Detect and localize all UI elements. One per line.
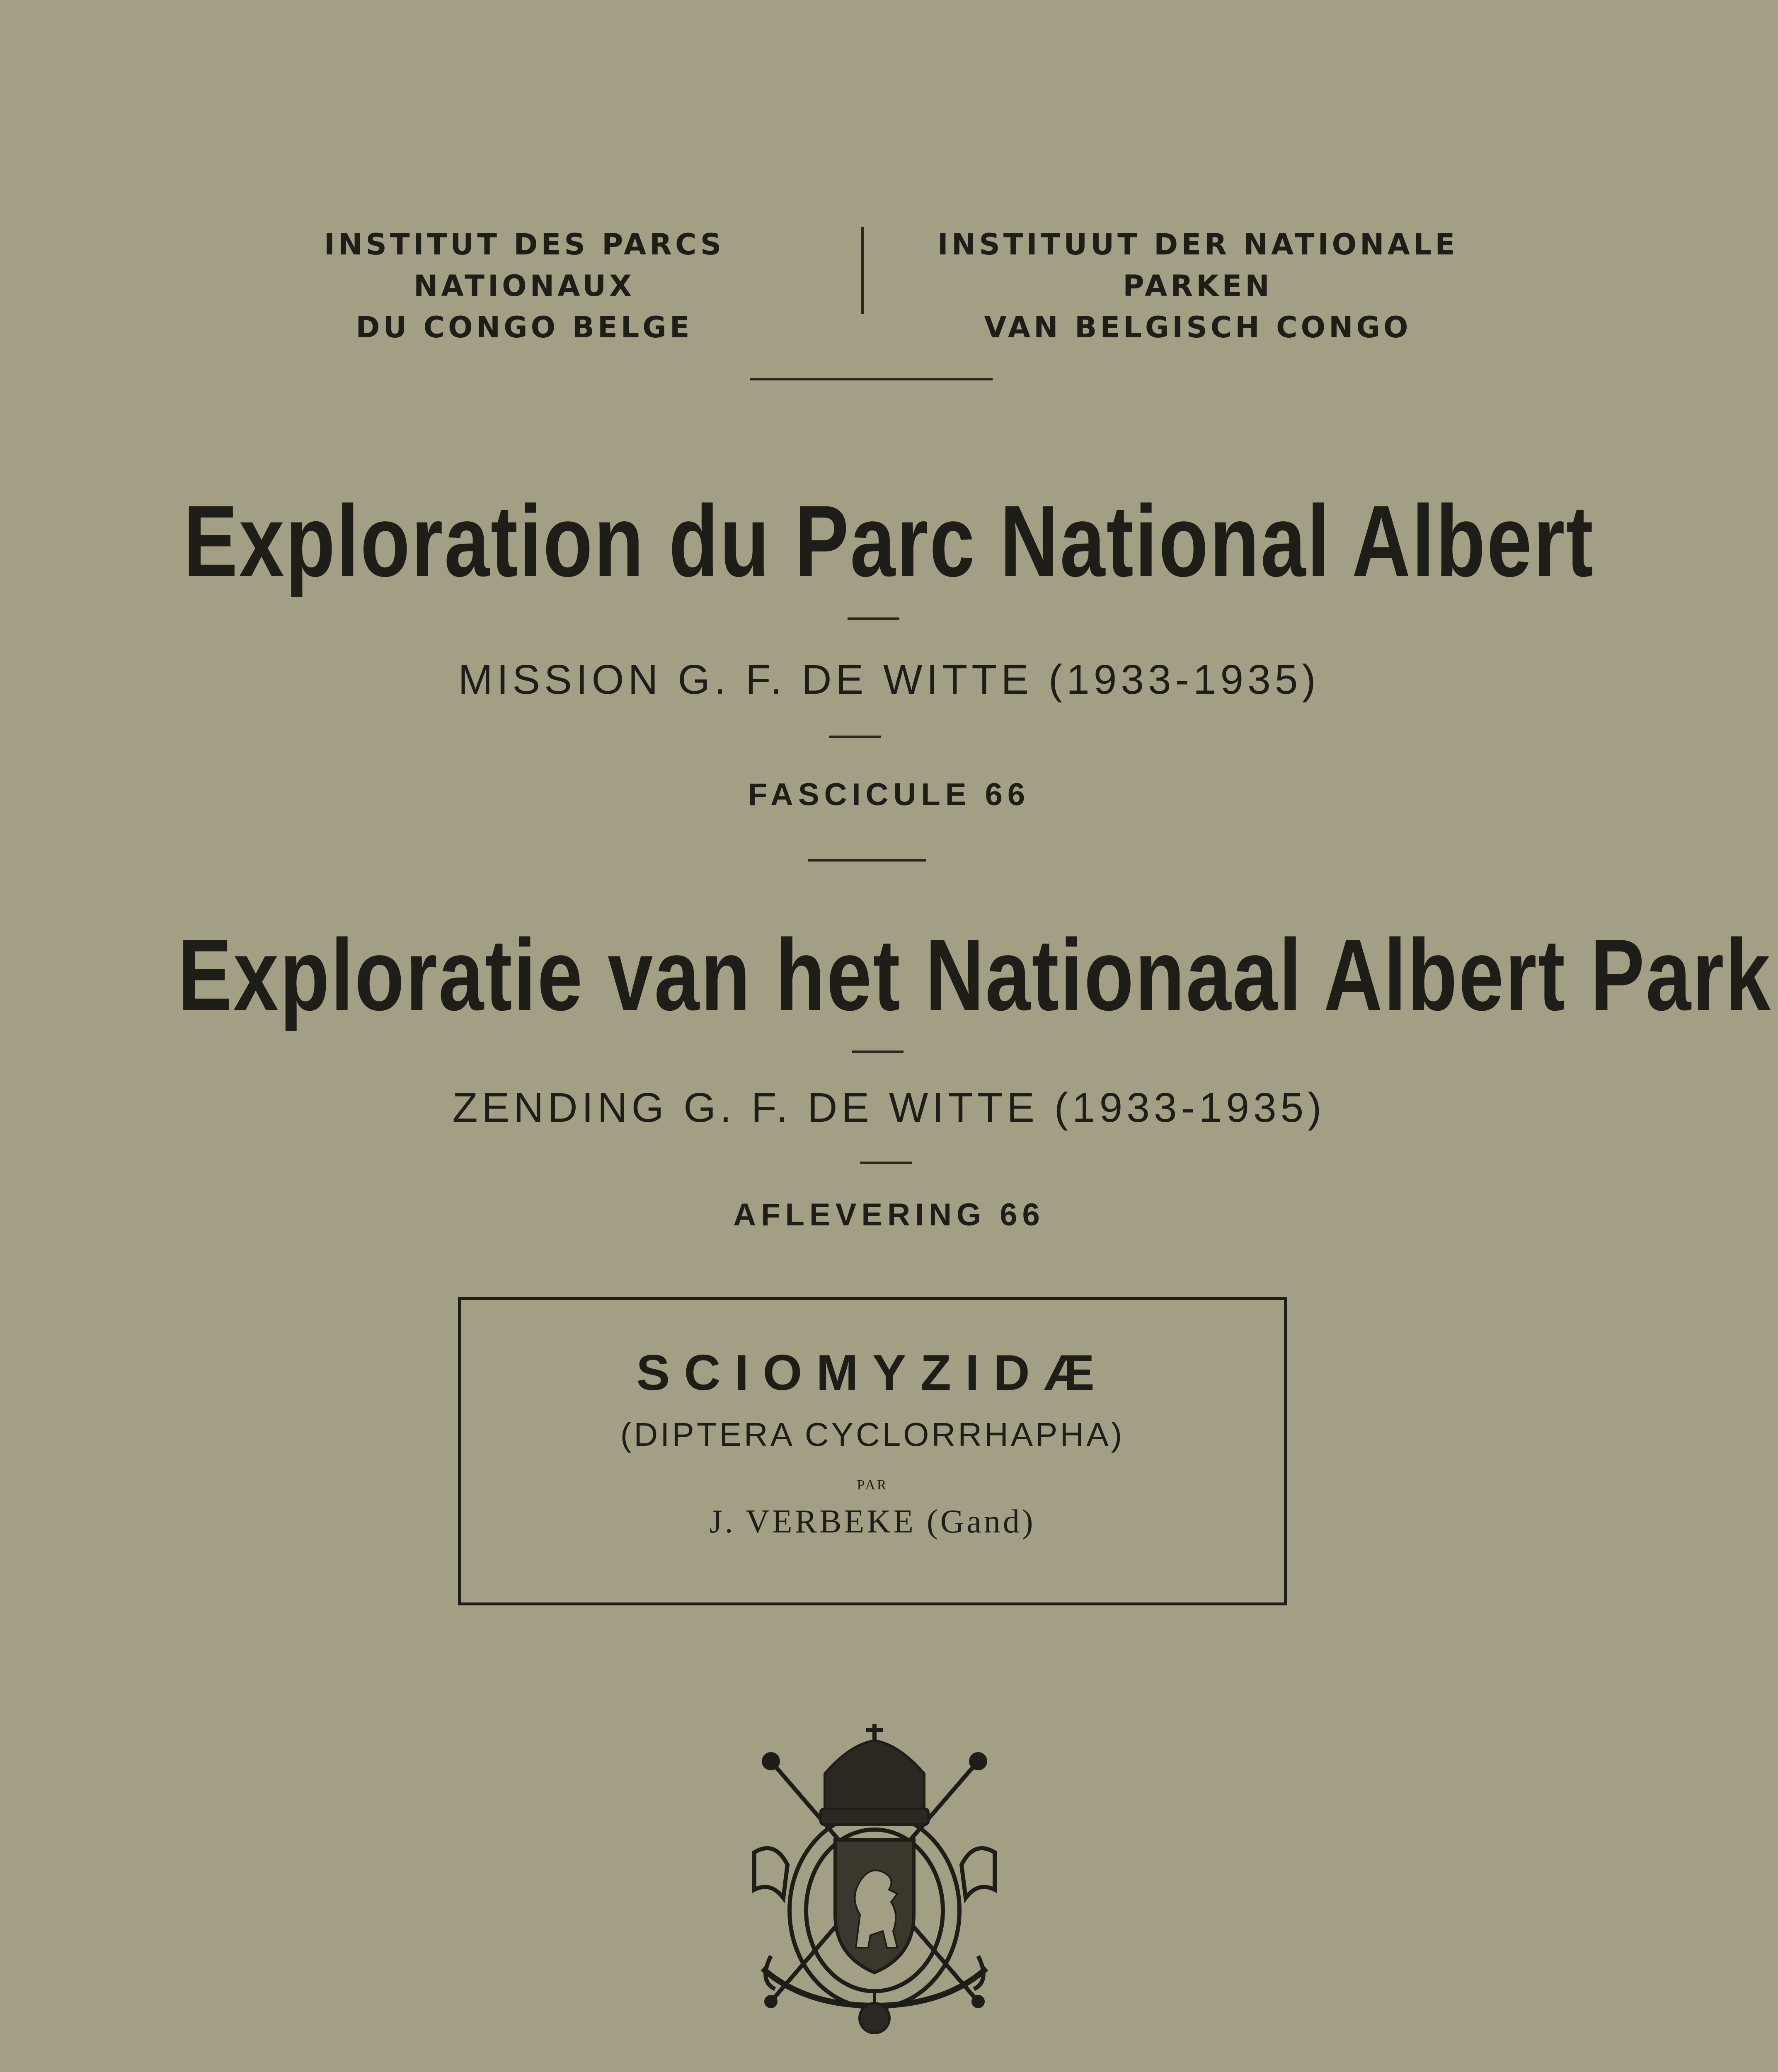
work-subtitle: (DIPTERA CYCLORRHAPHA) bbox=[620, 1416, 1125, 1453]
french-title-wrap bbox=[0, 484, 1778, 598]
belgian-coat-of-arms-icon bbox=[746, 1716, 1003, 2047]
dutch-rule-1 bbox=[852, 1051, 904, 1053]
institute-french-line1: INSTITUT DES PARCS NATIONAUX bbox=[324, 228, 725, 303]
french-rule-2 bbox=[829, 736, 881, 738]
work-title: SCIOMYZIDÆ bbox=[636, 1344, 1109, 1401]
dutch-title-wrap bbox=[0, 918, 1778, 1031]
dutch-title: Exploratie van het Nationaal Albert Park bbox=[178, 918, 1772, 1031]
institute-dutch bbox=[870, 224, 1525, 348]
french-rule-1 bbox=[848, 617, 899, 620]
institute-dutch-line2: VAN BELGISCH CONGO bbox=[984, 310, 1412, 344]
french-fascicule: FASCICULE 66 bbox=[748, 777, 1030, 812]
dutch-mission: ZENDING G. F. DE WITTE (1933-1935) bbox=[452, 1084, 1326, 1131]
work-author: J. VERBEKE (Gand) bbox=[709, 1503, 1036, 1540]
work-par: PAR bbox=[857, 1477, 888, 1493]
french-mission: MISSION G. F. DE WITTE (1933-1935) bbox=[458, 656, 1320, 703]
institute-french bbox=[207, 224, 841, 348]
dutch-rule-2 bbox=[860, 1162, 912, 1164]
institute-french-line2: DU CONGO BELGE bbox=[356, 310, 693, 344]
header-divider bbox=[861, 227, 864, 314]
institute-dutch-line1: INSTITUUT DER NATIONALE PARKEN bbox=[937, 228, 1458, 303]
dutch-aflevering: AFLEVERING 66 bbox=[733, 1197, 1045, 1232]
title-box bbox=[458, 1297, 1287, 1605]
header-rule bbox=[750, 378, 993, 380]
french-title: Exploration du Parc National Albert bbox=[183, 484, 1595, 598]
section-rule bbox=[808, 859, 926, 862]
